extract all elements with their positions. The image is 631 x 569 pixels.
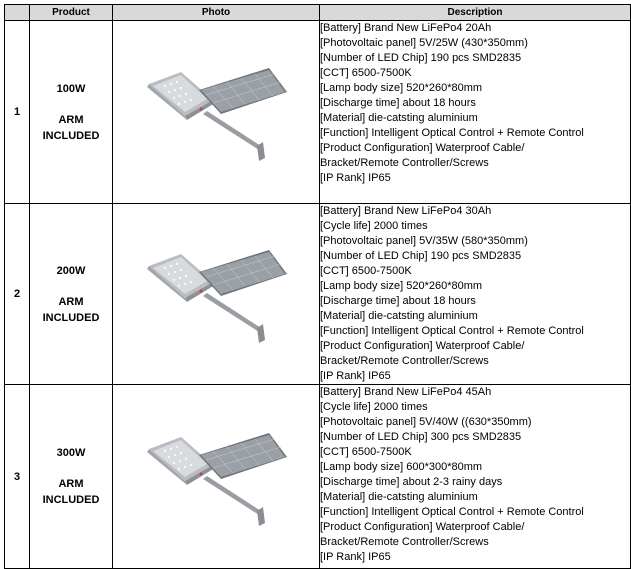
- product-power: 100W: [56, 82, 86, 95]
- description-line: [IP Rank] IP65: [320, 551, 391, 563]
- product-cell: [30, 204, 113, 385]
- description-line: [Number of LED Chip] 190 pcs SMD2835: [320, 250, 522, 262]
- description-line: Bracket/Remote Controller/Screws: [320, 157, 489, 169]
- product-power: 200W: [56, 264, 86, 277]
- header-photo: Photo: [113, 5, 320, 21]
- description-line: [Battery] Brand New LiFePo4 20Ah: [320, 22, 492, 34]
- description-line: [Material] die-catsting aluminium: [320, 112, 478, 124]
- description-line: [Function] Intelligent Optical Control + Remote Control: [320, 325, 584, 337]
- row-index: 2: [5, 204, 30, 385]
- description-line: [CCT] 6500-7500K: [320, 67, 412, 79]
- description-line: [Photovoltaic panel] 5V/25W (430*350mm): [320, 37, 528, 49]
- description-line: [Cycle life] 2000 times: [320, 220, 428, 232]
- product-included: INCLUDED: [42, 311, 100, 324]
- description-line: [Battery] Brand New LiFePo4 30Ah: [320, 205, 492, 217]
- description-line: [Product Configuration] Waterproof Cable/: [320, 521, 525, 533]
- description-line: [IP Rank] IP65: [320, 370, 391, 382]
- description-line: [Material] die-catsting aluminium: [320, 310, 478, 322]
- product-spec-table: [4, 4, 631, 569]
- product-cell: [30, 21, 113, 204]
- description-line: [IP Rank] IP65: [320, 172, 391, 184]
- description-line: [Discharge time] about 2-3 rainy days: [320, 476, 503, 488]
- description-line: [Discharge time] about 18 hours: [320, 97, 476, 109]
- header-description: Description: [320, 5, 631, 21]
- product-arm: ARM: [58, 113, 84, 126]
- product-arm: ARM: [58, 295, 84, 308]
- description-line: [Material] die-catsting aluminium: [320, 491, 478, 503]
- product-included: INCLUDED: [42, 129, 100, 142]
- row-index: 1: [5, 21, 30, 204]
- description-line: [Lamp body size] 600*300*80mm: [320, 461, 483, 473]
- product-photo: [113, 204, 320, 385]
- table-row: [5, 204, 631, 385]
- product-description: [320, 385, 631, 569]
- product-description: [320, 21, 631, 204]
- header-index: [5, 5, 30, 21]
- product-power: 300W: [56, 447, 86, 459]
- description-line: [Product Configuration] Waterproof Cable/: [320, 340, 525, 352]
- description-line: Bracket/Remote Controller/Screws: [320, 355, 489, 367]
- description-line: Bracket/Remote Controller/Screws: [320, 536, 489, 548]
- product-description: [320, 204, 631, 385]
- description-line: [Function] Intelligent Optical Control + Remote Control: [320, 506, 584, 518]
- description-line: [Product Configuration] Waterproof Cable/: [320, 142, 525, 154]
- description-line: [Function] Intelligent Optical Control + Remote Control: [320, 127, 584, 139]
- product-included: INCLUDED: [42, 494, 100, 506]
- product-cell: [30, 385, 113, 569]
- description-line: [Number of LED Chip] 190 pcs SMD2835: [320, 52, 522, 64]
- description-line: [Battery] Brand New LiFePo4 45Ah: [320, 386, 492, 398]
- description-line: [CCT] 6500-7500K: [320, 446, 412, 458]
- header-row: [5, 5, 631, 21]
- description-line: [Cycle life] 2000 times: [320, 401, 428, 413]
- product-photo: [113, 21, 320, 204]
- description-line: [Number of LED Chip] 300 pcs SMD2835: [320, 431, 522, 443]
- description-line: [Lamp body size] 520*260*80mm: [320, 82, 483, 94]
- product-photo: [113, 385, 320, 569]
- product-arm: ARM: [58, 478, 84, 490]
- description-line: [CCT] 6500-7500K: [320, 265, 412, 277]
- row-index: 3: [5, 385, 30, 569]
- description-line: [Photovoltaic panel] 5V/35W (580*350mm): [320, 235, 528, 247]
- description-line: [Lamp body size] 520*260*80mm: [320, 280, 483, 292]
- solar-street-light-icon: [141, 62, 291, 162]
- table-row: [5, 385, 631, 569]
- solar-street-light-icon: [141, 244, 291, 344]
- header-product: Product: [30, 5, 113, 21]
- description-line: [Photovoltaic panel] 5V/40W ((630*350mm): [320, 416, 532, 428]
- table-row: [5, 21, 631, 204]
- description-line: [Discharge time] about 18 hours: [320, 295, 476, 307]
- solar-street-light-icon: [141, 427, 291, 527]
